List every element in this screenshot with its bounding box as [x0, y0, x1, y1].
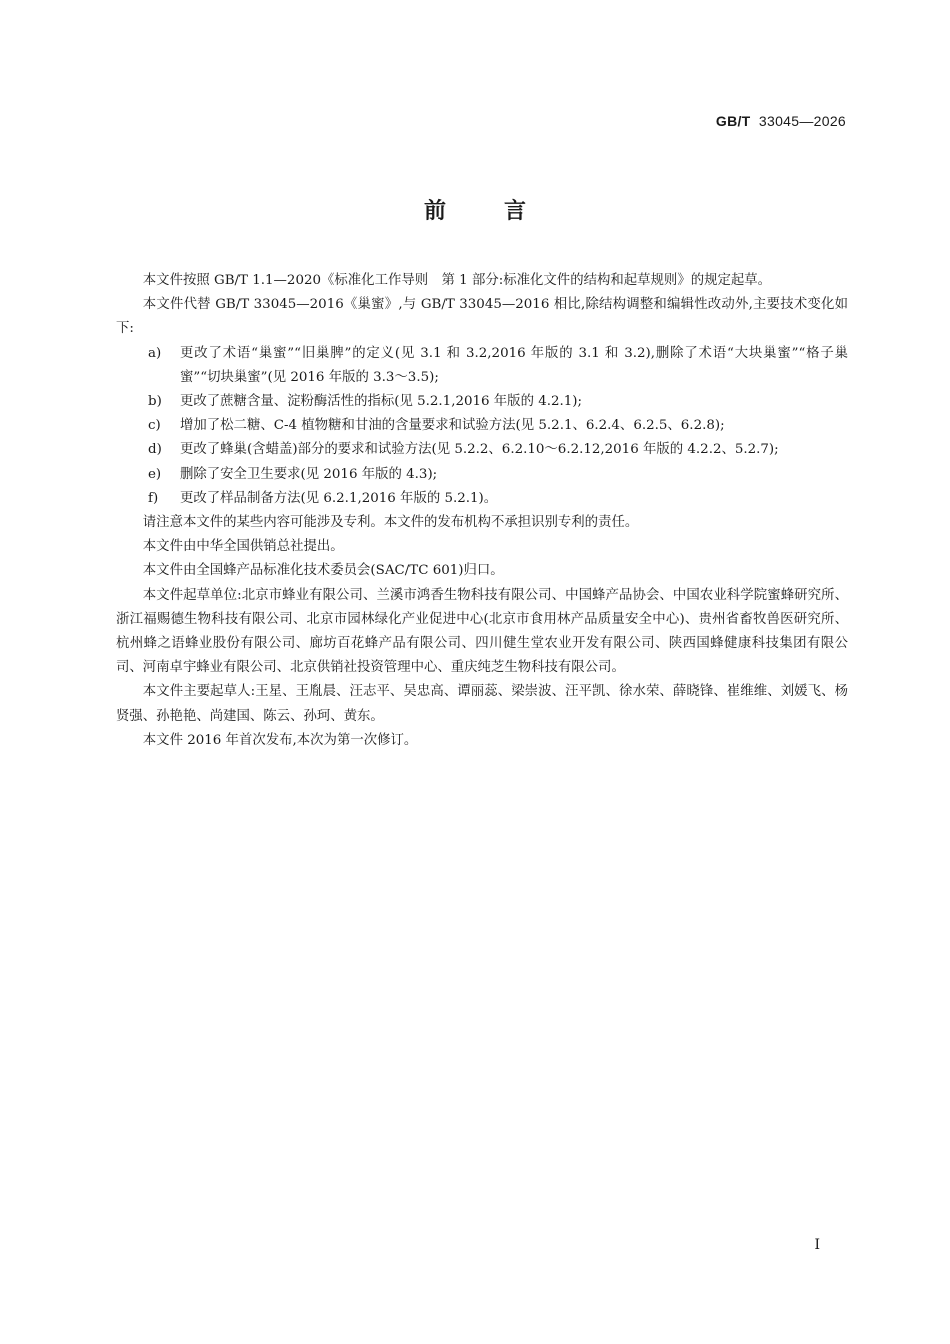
page-title: 前言 — [423, 199, 584, 224]
changes-list — [116, 342, 848, 511]
page-number: I — [814, 1237, 820, 1253]
paragraph-proposed-by: 本文件由中华全国供销总社提出。 — [142, 539, 344, 555]
list-marker: b) — [148, 394, 162, 410]
list-item — [116, 438, 848, 462]
list-item — [116, 414, 848, 438]
list-item-text: 更改了蔗糖含量、淀粉酶活性的指标(见 5.2.1,2016 年版的 4.2.1); — [180, 394, 583, 410]
list-marker: c) — [148, 418, 161, 434]
list-marker: a) — [148, 345, 162, 361]
paragraph-administered-by: 本文件由全国蜂产品标准化技术委员会(SAC/TC 601)归口。 — [142, 563, 504, 579]
paragraph-patent-notice: 请注意本文件的某些内容可能涉及专利。本文件的发布机构不承担识别专利的责任。 — [142, 515, 639, 531]
list-item-text: 删除了安全卫生要求(见 2016 年版的 4.3); — [180, 466, 438, 482]
standard-code-header — [716, 113, 846, 129]
list-item-text: 更改了样品制备方法(见 6.2.1,2016 年版的 5.2.1)。 — [180, 490, 498, 506]
standard-prefix: GB/T — [715, 113, 751, 129]
list-marker: e) — [148, 466, 162, 482]
standard-number: 33045—2026 — [758, 113, 846, 129]
list-marker: d) — [148, 442, 162, 458]
paragraph-replacement: 本文件代替 GB/T 33045—2016《巢蜜》,与 GB/T 33045—2016 相比,除结构调整和编辑性改动外,主要技术变化如下: — [116, 297, 848, 337]
list-item-text: 更改了术语“巢蜜”“旧巢脾”的定义(见 3.1 和 3.2,2016 年版的 3.1 和 3.2),删除了术语“大块巢蜜”“格子巢蜜”“切块巢蜜”(见 2016 年版的 3.3～3.5); — [180, 345, 848, 385]
list-item-text: 更改了蜂巢(含蜡盖)部分的要求和试验方法(见 5.2.2、6.2.10～6.2.12,2016 年版的 4.2.2、5.2.7); — [180, 442, 779, 458]
list-item — [116, 342, 848, 390]
paragraph-drafters: 本文件主要起草人:王星、王胤晨、汪志平、吴忠高、谭丽蕊、梁崇波、汪平凯、徐水荣、薛晓锋、崔维维、刘媛飞、杨贤强、孙艳艳、尚建国、陈云、孙珂、黄东。 — [116, 684, 848, 724]
paragraph-publication-history: 本文件 2016 年首次发布,本次为第一次修订。 — [142, 732, 418, 748]
list-item — [116, 463, 848, 487]
list-item — [116, 390, 848, 414]
list-item-text: 增加了松二糖、C-4 植物糖和甘油的含量要求和试验方法(见 5.2.1、6.2.4、6.2.5、6.2.8); — [180, 418, 725, 434]
list-item — [116, 487, 848, 511]
foreword-body — [116, 269, 848, 753]
paragraph-drafting-rules: 本文件按照 GB/T 1.1—2020《标准化工作导则 第 1 部分:标准化文件的结构和起草规则》的规定起草。 — [142, 273, 772, 288]
paragraph-drafting-organizations: 本文件起草单位:北京市蜂业有限公司、兰溪市鸿香生物科技有限公司、中国蜂产品协会、中国农业科学院蜜蜂研究所、浙江福赐德生物科技有限公司、北京市园林绿化产业促进中心(北京市食用林产品质量安全中心)、贵州省畜牧兽医研究所、杭州蜂之语蜂业股份有限公司、廊坊百花蜂产品有限公司、四川健生堂农业开发有限公司、陕西国蜂健康科技集团有限公司、河南卓宇蜂业有限公司、北京供销社投资管理中心、重庆纯芝生物科技有限公司。 — [116, 587, 848, 676]
list-marker: f) — [148, 490, 159, 506]
